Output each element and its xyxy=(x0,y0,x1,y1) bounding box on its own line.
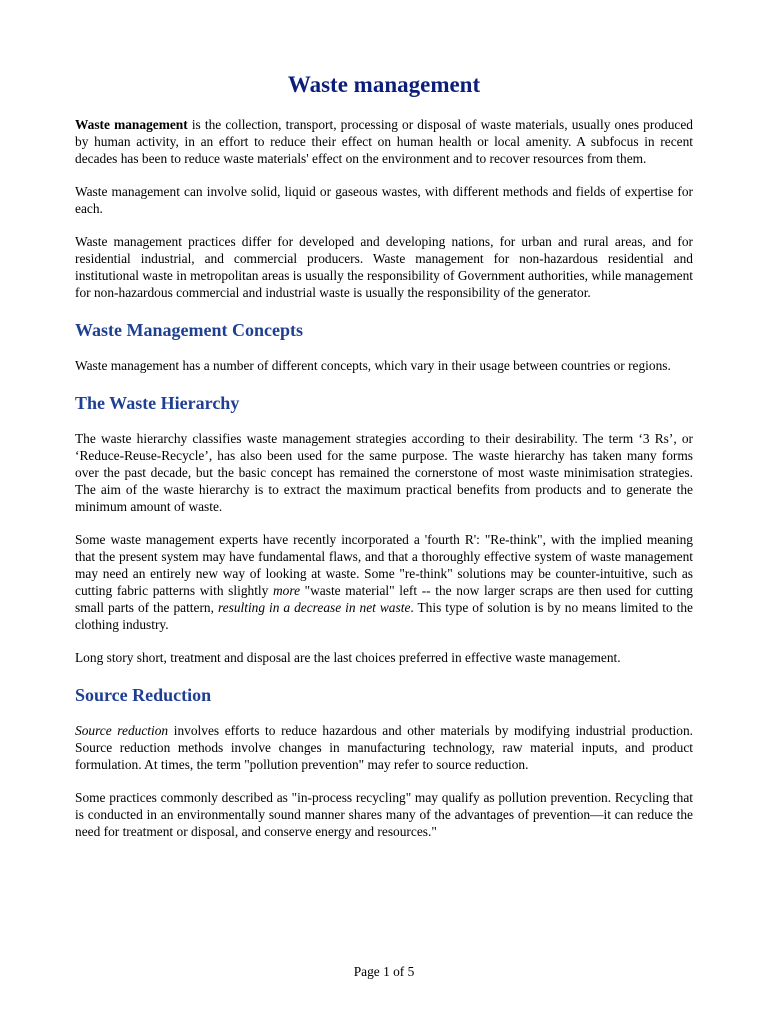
paragraph xyxy=(75,722,693,773)
paragraph xyxy=(75,116,693,167)
section-heading: Source Reduction xyxy=(75,685,212,705)
text-run: "waste material" left -- the now larger scraps are then used for cutting small parts of the pattern, xyxy=(75,583,693,615)
text-run: Long story short, treatment and disposal are the last choices preferred in effective waste management. xyxy=(75,650,621,665)
bold-text: Waste management xyxy=(75,117,188,132)
italic-text: resulting in a decrease in net waste xyxy=(217,600,411,615)
page-footer: Page 1 of 5 xyxy=(353,964,415,979)
text-run: Waste management can involve solid, liquid or gaseous wastes, with different methods and fields of expertise for each. xyxy=(75,184,693,216)
section-heading: The Waste Hierarchy xyxy=(75,393,240,413)
text-run: is the collection, transport, processing or disposal of waste materials, usually ones produced by human activity, in an effort to reduce their effect on human health or local amenity. A subfocus in recent decades has been to reduce waste materials' effect on the environment and to recover resources from them. xyxy=(75,117,693,166)
paragraph xyxy=(75,531,693,633)
paragraph xyxy=(75,649,693,666)
paragraph xyxy=(75,430,693,515)
text-run: The waste hierarchy classifies waste management strategies according to their desirability. The term ‘3 Rs’, or ‘Reduce-Reuse-Recycle’, has also been used for the same purpose. The waste hierarchy has taken many forms over the past decade, but the basic concept has remained the cornerstone of most waste minimisation strategies. The aim of the waste hierarchy is to extract the maximum practical benefits from products and to generate the minimum amount of waste. xyxy=(75,431,693,514)
text-run: . This type of solution is by no means limited to the clothing industry. xyxy=(75,600,693,632)
italic-text: more xyxy=(272,583,301,598)
document-title: Waste management xyxy=(287,72,481,97)
document-body xyxy=(75,116,693,840)
text-run: Some practices commonly described as "in-process recycling" may qualify as pollution prevention. Recycling that is conducted in an environmentally sound manner shares many of the advantages of prevention—it can reduce the need for treatment or disposal, and conserve energy and resources." xyxy=(75,790,693,839)
paragraph xyxy=(75,183,693,217)
italic-text: Source reduction xyxy=(75,723,169,738)
text-run: involves efforts to reduce hazardous and other materials by modifying industrial production. Source reduction methods involve changes in manufacturing technology, raw material inputs, and product formulation. At times, the term "pollution prevention" may refer to source reduction. xyxy=(75,723,693,772)
text-run: Waste management has a number of different concepts, which vary in their usage between countries or regions. xyxy=(75,358,671,373)
section-heading: Waste Management Concepts xyxy=(75,320,303,340)
paragraph xyxy=(75,357,693,374)
paragraph xyxy=(75,233,693,301)
paragraph xyxy=(75,789,693,840)
text-run: Waste management practices differ for developed and developing nations, for urban and rural areas, and for residential industrial, and commercial producers. Waste management for non-hazardous residential and institutional waste in metropolitan areas is usually the responsibility of Government authorities, while management for non-hazardous commercial and industrial waste is usually the responsibility of the generator. xyxy=(75,234,693,300)
text-run: Some waste management experts have recently incorporated a 'fourth R': "Re-think", with the implied meaning that the present system may have fundamental flaws, and that a thoroughly effective system of waste management may need an entirely new way of looking at waste. Some "re-think" solutions may be counter-intuitive, such as cutting fabric patterns with slightly xyxy=(75,532,693,598)
